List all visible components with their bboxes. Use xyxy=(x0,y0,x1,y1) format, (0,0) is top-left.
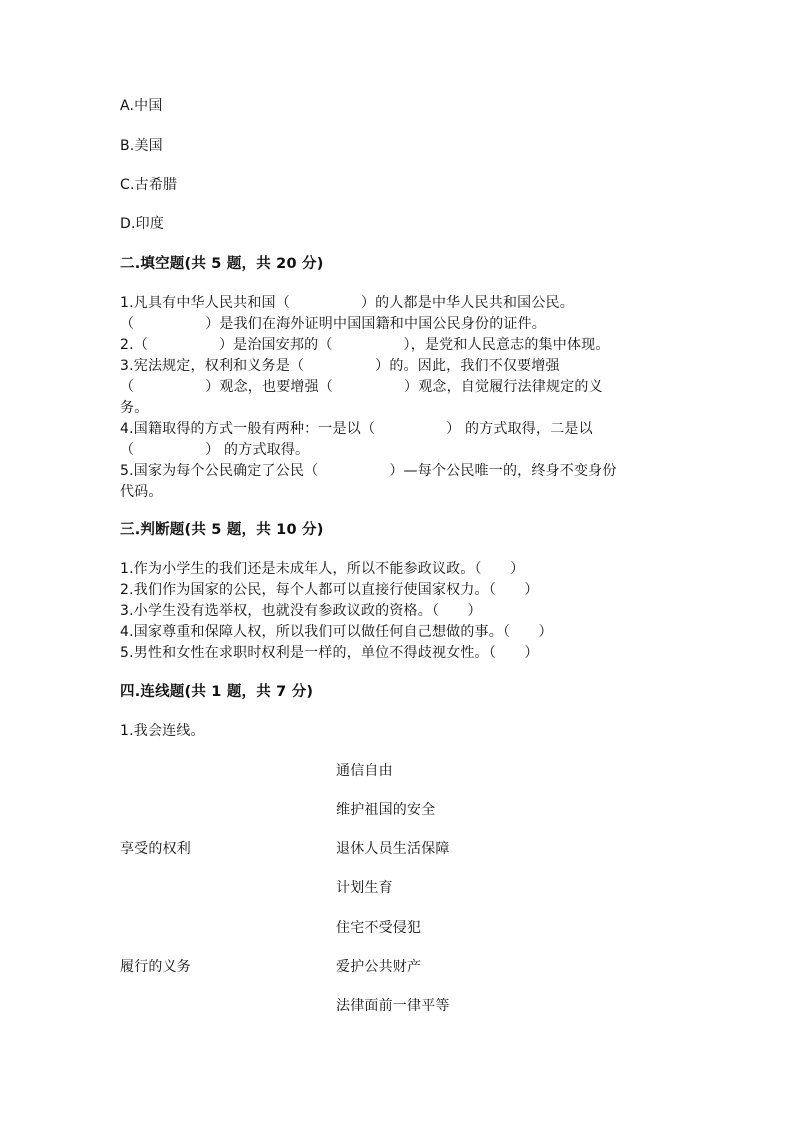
match-right-item: 退休人员生活保障 xyxy=(336,841,450,857)
section2-line: 1.凡具有中华人民共和国（ ）的人都是中华人民共和国公民。 xyxy=(120,295,574,311)
section2-line: 代码。 xyxy=(120,484,163,500)
match-left-item: 享受的权利 xyxy=(120,841,191,857)
section2-line: 4.国籍取得的方式一般有两种：一是以（ ） 的方式取得，二是以 xyxy=(120,421,593,437)
section3-line: 2.我们作为国家的公民，每个人都可以直接行使国家权力。（ ） xyxy=(120,582,539,598)
section3-line: 3.小学生没有选举权，也就没有参政议政的资格。（ ） xyxy=(120,603,482,619)
section3-line: 1.作为小学生的我们还是未成年人，所以不能参政议政。（ ） xyxy=(120,561,525,577)
option-d: D.印度 xyxy=(120,216,165,232)
section2-line: 5.国家为每个公民确定了公民（ ）—每个公民唯一的，终身不变身份 xyxy=(120,463,617,479)
section2-line: 2.（ ）是治国安邦的（ ），是党和人民意志的集中体现。 xyxy=(120,337,610,353)
option-a: A.中国 xyxy=(120,98,163,114)
section2-line: （ ）是我们在海外证明中国国籍和中国公民身份的证件。 xyxy=(120,316,546,332)
section2-line: （ ） 的方式取得。 xyxy=(120,442,310,458)
section4-question: 1.我会连线。 xyxy=(120,723,205,739)
section2-line: 3.宪法规定，权利和义务是（ ）的。因此，我们不仅要增强 xyxy=(120,358,560,374)
section4-heading: 四.连线题(共 1 题，共 7 分) xyxy=(120,684,314,700)
option-c: C.古希腊 xyxy=(120,177,178,193)
match-right-item: 维护祖国的安全 xyxy=(336,802,436,818)
match-right-item: 计划生育 xyxy=(336,880,393,896)
match-left-item: 履行的义务 xyxy=(120,959,191,975)
section3-line: 5.男性和女性在求职时权利是一样的，单位不得歧视女性。（ ） xyxy=(120,645,539,661)
match-right-item: 通信自由 xyxy=(336,763,393,779)
section2-line: （ ）观念，也要增强（ ）观念，自觉履行法律规定的义 xyxy=(120,379,603,395)
match-right-item: 法律面前一律平等 xyxy=(336,998,450,1014)
option-b: B.美国 xyxy=(120,138,163,154)
section3-line: 4.国家尊重和保障人权，所以我们可以做任何自己想做的事。（ ） xyxy=(120,624,553,640)
match-right-item: 爱护公共财产 xyxy=(336,959,422,975)
section3-heading: 三.判断题(共 5 题，共 10 分) xyxy=(120,522,324,538)
section2-line: 务。 xyxy=(120,400,149,416)
section2-heading: 二.填空题(共 5 题，共 20 分) xyxy=(120,256,324,272)
match-right-item: 住宅不受侵犯 xyxy=(336,920,422,936)
